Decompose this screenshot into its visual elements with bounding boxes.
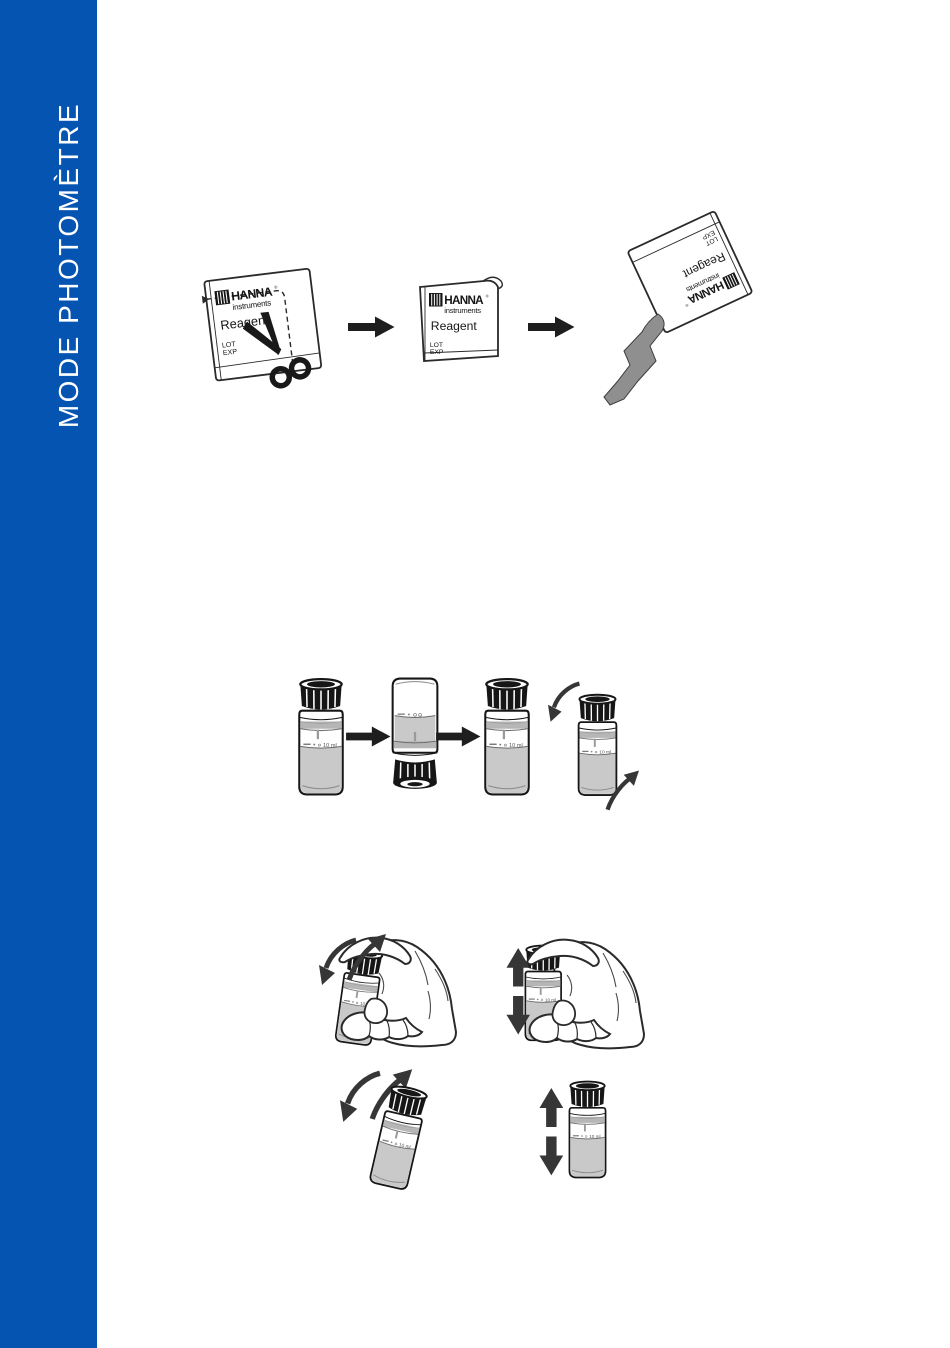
illustration-cuvette-upright-2 — [481, 676, 533, 796]
step-arrow-3 — [346, 726, 391, 747]
powder-stream — [604, 314, 664, 405]
step-arrow-4 — [436, 726, 481, 747]
step-arrow-1 — [348, 316, 395, 338]
sidebar-mode-photometre — [0, 0, 97, 1348]
reagent-packet — [200, 269, 321, 382]
illustration-pour-reagent — [596, 210, 756, 410]
illustration-cuvette-shake — [534, 1074, 616, 1184]
illustration-hand-shake — [503, 931, 649, 1057]
reagent-packet-tilted — [627, 211, 752, 333]
illustration-cuvette-upright-1 — [295, 676, 347, 796]
illustration-cuvette-swirl — [336, 1066, 442, 1190]
illustration-hand-swirl — [315, 929, 461, 1055]
illustration-cuvette-inverted — [387, 674, 443, 797]
illustration-cut-reagent-packet — [198, 258, 348, 418]
illustration-cuvette-invert-motion — [545, 666, 645, 818]
illustration-opened-packet — [411, 274, 513, 374]
step-arrow-2 — [528, 316, 575, 338]
sidebar-vertical-title: MODE PHOTOMÈTRE — [53, 101, 84, 429]
